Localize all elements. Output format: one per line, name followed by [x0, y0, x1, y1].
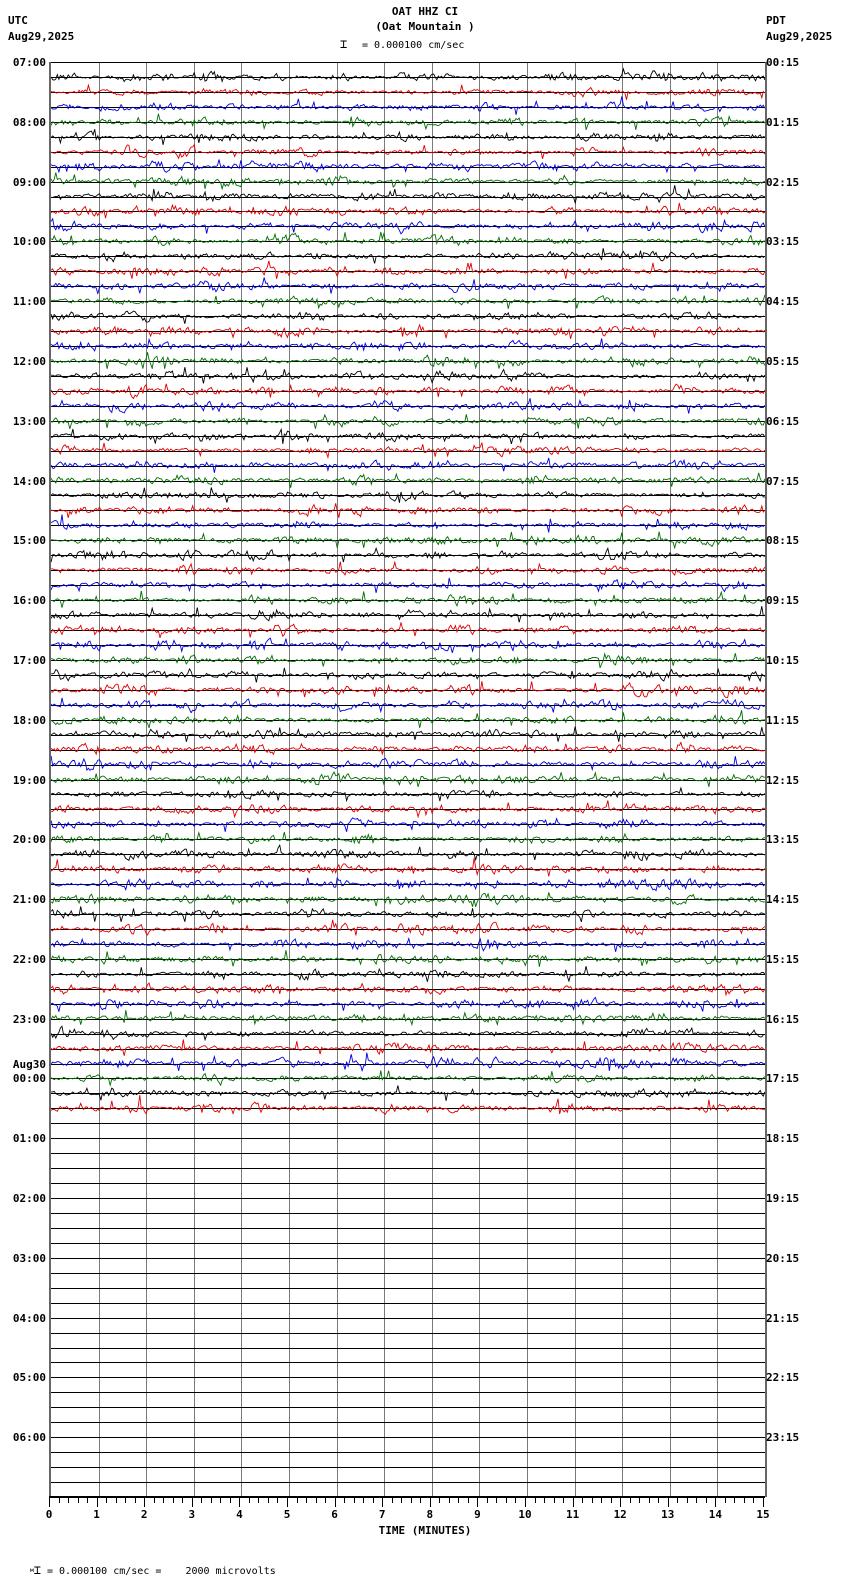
trace-baseline [51, 1123, 765, 1124]
axis-minor-tick [230, 1497, 231, 1503]
axis-minor-tick [592, 1497, 593, 1503]
axis-minor-tick [116, 1497, 117, 1503]
pdt-hour-label: 09:15 [766, 594, 800, 608]
axis-minor-tick [325, 1497, 326, 1503]
axis-minor-tick [544, 1497, 545, 1503]
axis-minor-tick [515, 1497, 516, 1503]
trace-baseline [51, 1198, 765, 1199]
x-axis-ticks [49, 1497, 763, 1507]
left-date-label: Aug29,2025 [8, 30, 75, 43]
pdt-hour-label: 10:15 [766, 653, 800, 667]
axis-minor-tick [506, 1497, 507, 1503]
pdt-hour-label: 07:15 [766, 474, 800, 488]
axis-tick-label: 3 [188, 1508, 196, 1521]
pdt-hour-label: 02:15 [766, 175, 800, 189]
axis-minor-tick [354, 1497, 355, 1503]
pdt-hour-label: 19:15 [766, 1192, 800, 1206]
axis-tick-label: 8 [426, 1508, 434, 1521]
axis-minor-tick [753, 1497, 754, 1503]
trace-baseline [51, 1168, 765, 1169]
scale-bracket-icon: ⌶ [340, 37, 348, 51]
axis-tick-label: 9 [474, 1508, 481, 1521]
utc-hour-label: 12:00 [12, 354, 46, 368]
axis-minor-tick [373, 1497, 374, 1503]
pdt-hour-label: 17:15 [766, 1072, 800, 1086]
pdt-hour-label: 14:15 [766, 893, 800, 907]
axis-minor-tick [182, 1497, 183, 1503]
axis-minor-tick [468, 1497, 469, 1503]
axis-minor-tick [449, 1497, 450, 1503]
axis-minor-tick [201, 1497, 202, 1503]
utc-hour-label: 22:00 [12, 952, 46, 966]
trace-baseline [51, 1303, 765, 1304]
page-title: OAT HHZ CI [391, 5, 459, 18]
footer-scale-note [6, 1552, 276, 1588]
pdt-hour-label: 05:15 [766, 354, 800, 368]
trace-baseline [51, 1183, 765, 1184]
utc-hour-label: 00:00 [12, 1072, 46, 1086]
axis-tick-label: 11 [565, 1508, 580, 1521]
utc-hour-label: 17:00 [12, 653, 46, 667]
axis-minor-tick [59, 1497, 60, 1503]
axis-minor-tick [563, 1497, 564, 1503]
utc-hour-label: 20:00 [12, 833, 46, 847]
axis-minor-tick [706, 1497, 707, 1503]
axis-tick-label: 15 [756, 1508, 770, 1521]
axis-minor-tick [68, 1497, 69, 1503]
axis-minor-tick [78, 1497, 79, 1503]
pdt-hour-label: 20:15 [766, 1251, 800, 1265]
trace-baseline [51, 1452, 765, 1453]
utc-hour-label: 09:00 [12, 175, 46, 189]
pdt-hour-label: 15:15 [766, 952, 800, 966]
trace-baseline [51, 1407, 765, 1408]
axis-minor-tick [649, 1497, 650, 1503]
axis-minor-tick [363, 1497, 364, 1503]
utc-hour-label: 21:00 [12, 893, 46, 907]
axis-minor-tick [306, 1497, 307, 1503]
axis-tick-label: 14 [708, 1508, 723, 1521]
trace-baseline [51, 1467, 765, 1468]
utc-hour-label: 01:00 [12, 1132, 46, 1146]
utc-hour-label: 19:00 [12, 773, 46, 787]
axis-minor-tick [420, 1497, 421, 1503]
trace-baseline [51, 1213, 765, 1214]
trace-baseline [51, 1138, 765, 1139]
footer-scale-label: = 0.000100 cm/sec = 2000 microvolts [46, 1566, 276, 1577]
trace-baseline [51, 1153, 765, 1154]
scale-reference-label: = 0.000100 cm/sec [362, 40, 465, 51]
x-axis-title: TIME (MINUTES) [378, 1524, 472, 1537]
axis-minor-tick [258, 1497, 259, 1503]
axis-tick-label: 7 [378, 1508, 386, 1521]
axis-minor-tick [734, 1497, 735, 1503]
axis-minor-tick [154, 1497, 155, 1503]
pdt-hour-label: 01:15 [766, 115, 800, 129]
axis-minor-tick [535, 1497, 536, 1503]
axis-tick-label: 0 [45, 1508, 53, 1521]
trace-baseline [51, 1318, 765, 1319]
axis-tick-label: 6 [331, 1508, 338, 1521]
axis-minor-tick [87, 1497, 88, 1503]
utc-hour-label: 08:00 [12, 115, 46, 129]
utc-hour-label: 07:00 [12, 56, 46, 69]
axis-minor-tick [725, 1497, 726, 1503]
right-date-label: Aug29,2025 [766, 30, 833, 43]
left-timezone-label: UTC [8, 14, 28, 27]
axis-minor-tick [611, 1497, 612, 1503]
axis-minor-tick [344, 1497, 345, 1503]
footer-prefix: м [30, 1567, 34, 1574]
pdt-hour-label: 23:15 [766, 1431, 800, 1445]
axis-minor-tick [220, 1497, 221, 1503]
trace-baseline [51, 1228, 765, 1229]
pdt-hour-label: 08:15 [766, 534, 800, 548]
axis-major-tick [239, 1497, 240, 1507]
axis-minor-tick [439, 1497, 440, 1503]
axis-minor-tick [601, 1497, 602, 1503]
axis-major-tick [573, 1497, 574, 1507]
seismic-trace [51, 1085, 765, 1116]
axis-minor-tick [744, 1497, 745, 1503]
axis-major-tick [335, 1497, 336, 1507]
axis-minor-tick [392, 1497, 393, 1503]
station-name-label: (Oat Mountain ) [375, 20, 475, 33]
axis-major-tick [382, 1497, 383, 1507]
pdt-hour-label: 06:15 [766, 414, 800, 428]
trace-baseline [51, 1482, 765, 1483]
axis-tick-label: 10 [518, 1508, 532, 1521]
axis-major-tick [620, 1497, 621, 1507]
utc-hour-label: 18:00 [12, 713, 46, 727]
scale-bracket-icon: ⌶ [33, 1563, 41, 1577]
axis-tick-label: 1 [93, 1508, 100, 1521]
utc-hour-label: 11:00 [12, 295, 46, 309]
trace-baseline [51, 1437, 765, 1438]
trace-baseline [51, 1288, 765, 1289]
pdt-hour-label: 00:15 [766, 56, 800, 69]
axis-minor-tick [658, 1497, 659, 1503]
axis-tick-label: 13 [661, 1508, 675, 1521]
axis-minor-tick [458, 1497, 459, 1503]
axis-minor-tick [125, 1497, 126, 1503]
pdt-hour-label: 04:15 [766, 295, 800, 309]
pdt-hour-label: 16:15 [766, 1012, 800, 1026]
utc-hour-label: 02:00 [12, 1192, 46, 1206]
axis-tick-label: 4 [236, 1508, 243, 1521]
trace-baseline [51, 1273, 765, 1274]
axis-major-tick [144, 1497, 145, 1507]
utc-hour-label: 23:00 [12, 1012, 46, 1026]
axis-minor-tick [496, 1497, 497, 1503]
utc-hour-label: 03:00 [12, 1251, 46, 1265]
axis-major-tick [49, 1497, 50, 1507]
trace-baseline [51, 1348, 765, 1349]
pdt-hour-label: 12:15 [766, 773, 800, 787]
axis-minor-tick [639, 1497, 640, 1503]
right-timezone-label: PDT [766, 14, 786, 27]
axis-major-tick [763, 1497, 764, 1507]
utc-hour-label: 05:00 [12, 1371, 46, 1385]
axis-minor-tick [696, 1497, 697, 1503]
axis-minor-tick [297, 1497, 298, 1503]
utc-hour-label: 10:00 [12, 235, 46, 249]
axis-minor-tick [687, 1497, 688, 1503]
axis-minor-tick [135, 1497, 136, 1503]
axis-major-tick [477, 1497, 478, 1507]
pdt-hour-label: 11:15 [766, 713, 800, 727]
axis-major-tick [430, 1497, 431, 1507]
trace-baseline [51, 1243, 765, 1244]
trace-baseline [51, 1362, 765, 1363]
axis-minor-tick [249, 1497, 250, 1503]
utc-hour-label: 06:00 [12, 1431, 46, 1445]
pdt-hour-label: 21:15 [766, 1311, 800, 1325]
pdt-hour-label: 03:15 [766, 235, 800, 249]
trace-baseline [51, 1392, 765, 1393]
axis-minor-tick [211, 1497, 212, 1503]
axis-minor-tick [582, 1497, 583, 1503]
utc-hour-label: 16:00 [12, 594, 46, 608]
scale-reference [340, 38, 640, 54]
axis-tick-label: 2 [140, 1508, 148, 1521]
axis-major-tick [97, 1497, 98, 1507]
axis-major-tick [525, 1497, 526, 1507]
axis-minor-tick [411, 1497, 412, 1503]
utc-hour-label: 13:00 [12, 414, 46, 428]
seismogram-plot[interactable] [49, 62, 767, 1497]
utc-hour-label: 04:00 [12, 1311, 46, 1325]
trace-baseline [51, 1333, 765, 1334]
utc-hour-label: 15:00 [12, 534, 46, 548]
axis-minor-tick [630, 1497, 631, 1503]
axis-minor-tick [268, 1497, 269, 1503]
trace-baseline [51, 1377, 765, 1378]
trace-baseline [51, 1422, 765, 1423]
axis-minor-tick [277, 1497, 278, 1503]
day-change-label: Aug30 [12, 1058, 46, 1072]
utc-hour-label: 14:00 [12, 474, 46, 488]
trace-baseline [51, 1258, 765, 1259]
axis-tick-label: 12 [613, 1508, 627, 1521]
axis-minor-tick [677, 1497, 678, 1503]
pdt-hour-label: 18:15 [766, 1132, 800, 1146]
axis-major-tick [192, 1497, 193, 1507]
axis-minor-tick [554, 1497, 555, 1503]
pdt-hour-label: 22:15 [766, 1371, 800, 1385]
axis-major-tick [668, 1497, 669, 1507]
pdt-hour-label: 13:15 [766, 833, 800, 847]
axis-major-tick [287, 1497, 288, 1507]
axis-minor-tick [106, 1497, 107, 1503]
axis-minor-tick [173, 1497, 174, 1503]
axis-minor-tick [401, 1497, 402, 1503]
axis-minor-tick [163, 1497, 164, 1503]
axis-minor-tick [316, 1497, 317, 1503]
axis-major-tick [715, 1497, 716, 1507]
axis-minor-tick [487, 1497, 488, 1503]
axis-tick-label: 5 [283, 1508, 291, 1521]
